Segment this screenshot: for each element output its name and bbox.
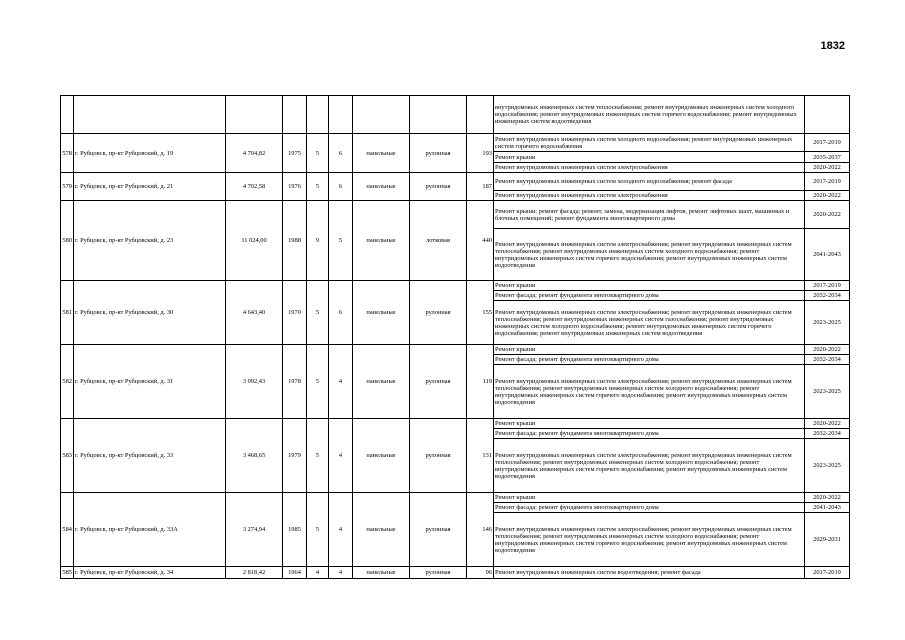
work-description: Ремонт внутридомовых инженерных систем электроснабжения; ремонт внутридомовых инженерных систем теплоснабжения; ремонт внутридомовых инженерных систем холодного водоснабжения; ремонт внутридомовых инженерных систем горячего водоснабжения; ремонт внутридомовых инженерных систем водоотведения: [494, 439, 805, 493]
entrances-count: 4: [329, 493, 353, 567]
work-description: Ремонт крыши: [494, 493, 805, 503]
building-address: г. Рубцовск, пр-кт Рубцовский, д. 31: [74, 345, 226, 419]
work-description: Ремонт крыши: [494, 345, 805, 355]
work-period: 2032-2034: [805, 429, 850, 439]
work-description: Ремонт внутридомовых инженерных систем холодного водоснабжения; ремонт внутридомовых инженерных систем горячего водоснабжения: [494, 134, 805, 152]
cell-empty: [307, 96, 329, 134]
cell-empty: [283, 96, 307, 134]
residents-count: 440: [467, 201, 494, 281]
building-area: 3 468,65: [226, 419, 283, 493]
build-year: 1964: [283, 567, 307, 579]
residents-count: 96: [467, 567, 494, 579]
wall-material: панельные: [353, 493, 410, 567]
work-period: 2041-2043: [805, 503, 850, 513]
entrances-count: 6: [329, 134, 353, 173]
building-address: г. Рубцовск, пр-кт Рубцовский, д. 19: [74, 134, 226, 173]
roof-type: рулонная: [410, 345, 467, 419]
work-period: 2035-2037: [805, 152, 850, 163]
work-period: 2020-2022: [805, 191, 850, 201]
residents-count: 193: [467, 134, 494, 173]
floors-count: 4: [307, 567, 329, 579]
building-number: 585: [61, 567, 74, 579]
build-year: 1978: [283, 345, 307, 419]
table-row: [61, 281, 850, 291]
work-period: 2032-2034: [805, 291, 850, 301]
entrances-count: 4: [329, 567, 353, 579]
building-number: 584: [61, 493, 74, 567]
building-number: 579: [61, 173, 74, 201]
building-address: г. Рубцовск, пр-кт Рубцовский, д. 33: [74, 419, 226, 493]
work-description: Ремонт фасада; ремонт фундамента многоквартирного дома: [494, 355, 805, 365]
table-row: [61, 419, 850, 429]
residents-count: 155: [467, 281, 494, 345]
build-year: 1970: [283, 281, 307, 345]
page-number: 1832: [820, 40, 845, 52]
wall-material: панельные: [353, 281, 410, 345]
building-area: 11 024,00: [226, 201, 283, 281]
building-address: г. Рубцовск, пр-кт Рубцовский, д. 21: [74, 173, 226, 201]
table-row: [61, 201, 850, 229]
building-number: 583: [61, 419, 74, 493]
cell-empty: [353, 96, 410, 134]
table-body: [61, 96, 850, 579]
building-number: 580: [61, 201, 74, 281]
wall-material: панельные: [353, 567, 410, 579]
work-description: Ремонт фасада; ремонт фундамента многоквартирного дома: [494, 503, 805, 513]
work-description: Ремонт крыши: [494, 419, 805, 429]
work-period: 2041-2043: [805, 229, 850, 281]
roof-type: лотковая: [410, 201, 467, 281]
floors-count: 5: [307, 134, 329, 173]
table-row-continuation: [61, 96, 850, 134]
work-description: Ремонт внутридомовых инженерных систем электроснабжения; ремонт внутридомовых инженерных систем теплоснабжения; ремонт внутридомовых инженерных систем холодного водоснабжения; ремонт внутридомовых инженерных систем горячего водоснабжения; ремонт внутридомовых инженерных систем водоотведения: [494, 513, 805, 567]
work-period: 2020-2022: [805, 419, 850, 429]
work-description: Ремонт фасада; ремонт фундамента многоквартирного дома: [494, 291, 805, 301]
roof-type: рулонная: [410, 419, 467, 493]
residents-count: 187: [467, 173, 494, 201]
work-period: 2020-2022: [805, 163, 850, 173]
build-year: 1985: [283, 493, 307, 567]
cell-empty: [329, 96, 353, 134]
cell-empty: [467, 96, 494, 134]
floors-count: 9: [307, 201, 329, 281]
work-period: 2023-2025: [805, 439, 850, 493]
entrances-count: 5: [329, 201, 353, 281]
wall-material: панельные: [353, 345, 410, 419]
work-description: Ремонт крыши: [494, 281, 805, 291]
work-description: Ремонт крыши: [494, 152, 805, 163]
work-description: Ремонт внутридомовых инженерных систем электроснабжения; ремонт внутридомовых инженерных систем теплоснабжения; ремонт внутридомовых инженерных систем газоснабжения; ремонт внутридомовых инженерных систем холодного водоснабжения; ремонт внутридомовых инженерных систем горячего водоснабжения; ремонт внутридомовых инженерных систем водоотведения: [494, 301, 805, 345]
work-period: 2017-2019: [805, 173, 850, 191]
entrances-count: 4: [329, 345, 353, 419]
floors-count: 5: [307, 345, 329, 419]
work-period: 2032-2034: [805, 355, 850, 365]
work-period: 2029-2031: [805, 513, 850, 567]
floors-count: 5: [307, 419, 329, 493]
work-description: Ремонт внутридомовых инженерных систем электроснабжения: [494, 163, 805, 173]
table-row: [61, 173, 850, 191]
work-description: Ремонт фасада; ремонт фундамента многоквартирного дома: [494, 429, 805, 439]
work-description: Ремонт внутридомовых инженерных систем холодного водоснабжения; ремонт фасада: [494, 173, 805, 191]
build-year: 1976: [283, 173, 307, 201]
roof-type: рулонная: [410, 493, 467, 567]
building-area: 4 702,58: [226, 173, 283, 201]
building-number: 582: [61, 345, 74, 419]
work-period: 2020-2022: [805, 493, 850, 503]
wall-material: панельные: [353, 201, 410, 281]
work-period: 2023-2025: [805, 365, 850, 419]
building-area: 2 818,42: [226, 567, 283, 579]
capital-repair-table: [60, 95, 850, 579]
floors-count: 5: [307, 173, 329, 201]
building-address: г. Рубцовск, пр-кт Рубцовский, д. 33А: [74, 493, 226, 567]
cell-empty: [61, 96, 74, 134]
work-description: Ремонт внутридомовых инженерных систем электроснабжения; ремонт внутридомовых инженерных систем теплоснабжения; ремонт внутридомовых инженерных систем холодного водоснабжения; ремонт внутридомовых инженерных систем горячего водоснабжения; ремонт внутридомовых инженерных систем водоотведения: [494, 229, 805, 281]
work-period: 2023-2025: [805, 301, 850, 345]
building-number: 581: [61, 281, 74, 345]
cell-empty: [74, 96, 226, 134]
work-period: 2017-2019: [805, 281, 850, 291]
building-area: 3 992,43: [226, 345, 283, 419]
roof-type: рулонная: [410, 134, 467, 173]
wall-material: панельные: [353, 419, 410, 493]
work-period: 2020-2022: [805, 345, 850, 355]
work-description: Ремонт внутридомовых инженерных систем водоотведения; ремонт фасада: [494, 567, 805, 579]
building-area: 3 274,94: [226, 493, 283, 567]
residents-count: 131: [467, 419, 494, 493]
work-description: Ремонт крыши; ремонт фасада; ремонт, замена, модернизация лифтов, ремонт лифтовых шахт, машинных и блочных помещений; ремонт фундамента многоквартирного дома: [494, 201, 805, 229]
table-row: [61, 345, 850, 355]
table-row: [61, 134, 850, 152]
work-description: Ремонт внутридомовых инженерных систем электроснабжения: [494, 191, 805, 201]
wall-material: панельные: [353, 134, 410, 173]
work-description: Ремонт внутридомовых инженерных систем электроснабжения; ремонт внутридомовых инженерных систем теплоснабжения; ремонт внутридомовых инженерных систем холодного водоснабжения; ремонт внутридомовых инженерных систем горячего водоснабжения; ремонт внутридомовых инженерных систем водоотведения: [494, 365, 805, 419]
entrances-count: 4: [329, 419, 353, 493]
building-area: 4 704,82: [226, 134, 283, 173]
build-year: 1979: [283, 419, 307, 493]
work-period: 2017-2019: [805, 134, 850, 152]
roof-type: рулонная: [410, 281, 467, 345]
floors-count: 5: [307, 281, 329, 345]
building-address: г. Рубцовск, пр-кт Рубцовский, д. 34: [74, 567, 226, 579]
cell-empty: [226, 96, 283, 134]
build-year: 1975: [283, 134, 307, 173]
build-year: 1988: [283, 201, 307, 281]
residents-count: 146: [467, 493, 494, 567]
building-address: г. Рубцовск, пр-кт Рубцовский, д. 30: [74, 281, 226, 345]
roof-type: рулонная: [410, 173, 467, 201]
residents-count: 119: [467, 345, 494, 419]
work-period: [805, 96, 850, 134]
entrances-count: 6: [329, 281, 353, 345]
table-row: [61, 567, 850, 579]
cell-empty: [410, 96, 467, 134]
wall-material: панельные: [353, 173, 410, 201]
building-address: г. Рубцовск, пр-кт Рубцовский, д. 23: [74, 201, 226, 281]
building-area: 4 643,40: [226, 281, 283, 345]
work-period: 2020-2022: [805, 201, 850, 229]
table-row: [61, 493, 850, 503]
entrances-count: 6: [329, 173, 353, 201]
work-period: 2017-2019: [805, 567, 850, 579]
building-number: 578: [61, 134, 74, 173]
roof-type: рулонная: [410, 567, 467, 579]
floors-count: 5: [307, 493, 329, 567]
work-description: внутридомовых инженерных систем теплоснабжения; ремонт внутридомовых инженерных систем холодного водоснабжения; ремонт внутридомовых инженерных систем горячего водоснабжения; ремонт внутридомовых инженерных систем водоотведения: [494, 96, 805, 134]
